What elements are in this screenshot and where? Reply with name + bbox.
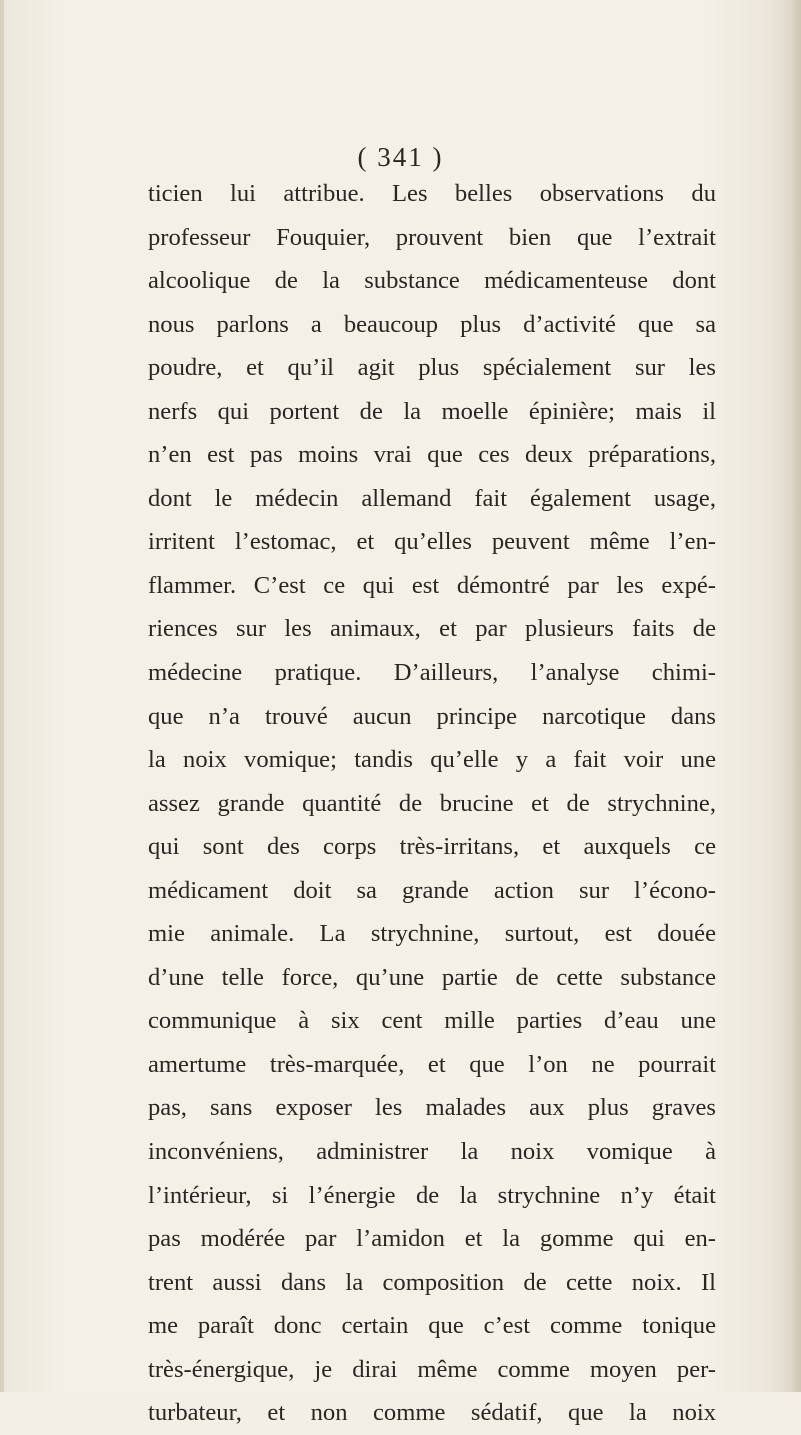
text-line: amertume très-marquée, et que l’on ne pourrait	[148, 1050, 716, 1078]
text-line: alcoolique de la substance médicamenteuse dont	[148, 267, 716, 295]
text-line: professeur Fouquier, prouvent bien que l’extrait	[148, 223, 716, 251]
text-line: pas, sans exposer les malades aux plus graves	[148, 1094, 716, 1122]
page-right-edge	[791, 0, 801, 1392]
text-line: qui sont des corps très-irritans, et auxquels ce	[148, 833, 716, 861]
text-line: la noix vomique; tandis qu’elle y a fait voir une	[148, 746, 716, 774]
text-line: flammer. C’est ce qui est démontré par les expé-	[148, 571, 716, 599]
text-line: dont le médecin allemand fait également usage,	[148, 484, 716, 512]
text-line: me paraît donc certain que c’est comme tonique	[148, 1312, 716, 1340]
page-number-header: ( 341 )	[357, 142, 444, 172]
text-line: inconvéniens, administrer la noix vomique à	[148, 1138, 716, 1166]
text-line: nerfs qui portent de la moelle épinière; mais il	[148, 397, 716, 425]
text-line: trent aussi dans la composition de cette noix. Il	[148, 1268, 716, 1296]
page-left-edge	[0, 0, 4, 1392]
text-line: nous parlons a beaucoup plus d’activité que sa	[148, 310, 716, 338]
text-line: turbateur, et non comme sédatif, que la noix	[148, 1399, 716, 1427]
text-line: poudre, et qu’il agit plus spécialement sur les	[148, 354, 716, 382]
text-line: très-énergique, je dirai même comme moyen per-	[148, 1355, 716, 1383]
text-line: irritent l’estomac, et qu’elles peuvent même l’en-	[148, 528, 716, 556]
text-line: n’en est pas moins vrai que ces deux préparations,	[148, 441, 716, 469]
text-line: médicament doit sa grande action sur l’écono-	[148, 876, 716, 904]
text-line: ticien lui attribue. Les belles observations du	[148, 180, 716, 207]
text-line: que n’a trouvé aucun principe narcotique dans	[148, 702, 716, 730]
text-line: communique à six cent mille parties d’eau une	[148, 1007, 716, 1035]
text-line: l’intérieur, si l’énergie de la strychnine n’y était	[148, 1181, 716, 1209]
text-line: mie animale. La strychnine, surtout, est douée	[148, 920, 716, 948]
text-line: médecine pratique. D’ailleurs, l’analyse chimi-	[148, 659, 716, 687]
text-line: d’une telle force, qu’une partie de cette substance	[148, 963, 716, 991]
body-text	[148, 172, 716, 1435]
text-line: pas modérée par l’amidon et la gomme qui en-	[148, 1225, 716, 1253]
text-line: riences sur les animaux, et par plusieurs faits de	[148, 615, 716, 643]
text-line: assez grande quantité de brucine et de strychnine,	[148, 789, 716, 817]
